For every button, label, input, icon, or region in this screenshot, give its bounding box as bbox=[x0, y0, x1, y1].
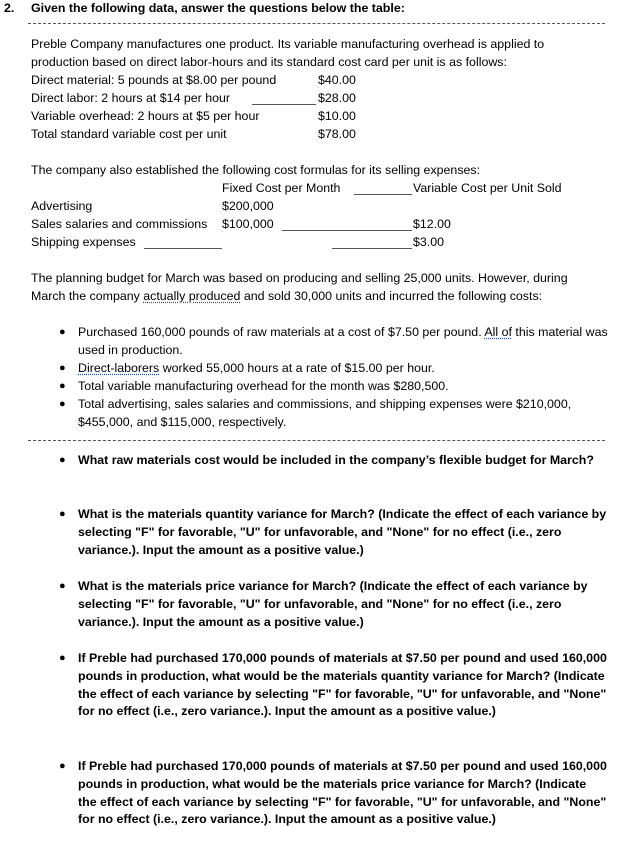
planning-squiggle-text: actually produced bbox=[143, 288, 241, 303]
col-fixed-header: Fixed Cost per Month bbox=[222, 181, 341, 195]
bullet-icon: ● bbox=[59, 652, 66, 664]
intro-paragraph: Preble Company manufactures one product. Its variable manufacturing overhead is applied to production based on direct labor-hours and its standard cost card per unit is as follows: bbox=[31, 37, 545, 69]
bullet-icon: ● bbox=[59, 326, 66, 338]
question-item: What raw materials cost would be included in the company’s flexible budget for March? bbox=[78, 453, 594, 467]
selling-row-variable: $3.00 bbox=[413, 235, 445, 249]
list-item-text: worked 55,000 hours at a rate of $15.00 per hour. bbox=[159, 361, 435, 375]
divider-bottom bbox=[28, 440, 605, 441]
question-heading: Given the following data, answer the questions below the table: bbox=[31, 1, 405, 15]
bullet-icon: ● bbox=[59, 760, 66, 772]
list-item bbox=[78, 360, 608, 378]
row-underline bbox=[282, 230, 412, 231]
cost-card-value: $40.00 bbox=[318, 73, 356, 87]
cost-card-label: Total standard variable cost per unit bbox=[31, 127, 227, 141]
question-item: If Preble had purchased 170,000 pounds of materials at $7.50 per pound and used 160,000 pounds in production, what would be the materials quantity variance for March? (Indicate the effect of each variance by selecting "F" for favorable, "U" for unfavorable, and "None" for no effect (i.e., zero variance.). Input the amount as a positive value.) bbox=[78, 651, 607, 719]
selling-row-fixed: $100,000 bbox=[222, 217, 274, 231]
bullet-icon: ● bbox=[59, 380, 66, 392]
bullet-icon: ● bbox=[59, 454, 66, 466]
bullet-icon: ● bbox=[59, 398, 66, 410]
cost-card-underline bbox=[252, 104, 316, 105]
bullet-icon: ● bbox=[59, 580, 66, 592]
cost-card-label: Direct labor: 2 hours at $14 per hour bbox=[31, 91, 231, 105]
planning-text: The planning budget for March was based on producing and selling 25,000 units. However, during March the company bbox=[31, 271, 568, 303]
list-item-text: this material was used in production. bbox=[78, 325, 608, 357]
row-underline bbox=[144, 248, 222, 249]
col-variable-header: Variable Cost per Unit Sold bbox=[413, 181, 562, 195]
cost-card-value: $10.00 bbox=[318, 109, 356, 123]
bullet-icon: ● bbox=[59, 508, 66, 520]
question-item: What is the materials quantity variance for March? (Indicate the effect of each variance by selecting "F" for favorable, "U" for unfavorable, and "None" for no effect (i.e., zero variance.). Input the amount as a positive value.) bbox=[78, 507, 607, 557]
cost-card-value: $78.00 bbox=[318, 127, 356, 141]
selling-intro: The company also established the following cost formulas for its selling expenses: bbox=[31, 163, 481, 177]
list-item-text: Purchased 160,000 pounds of raw materials at a cost of $7.50 per pound. bbox=[78, 325, 485, 339]
list-item-squiggle-text: All of bbox=[484, 325, 512, 339]
selling-row-label: Sales salaries and commissions bbox=[31, 217, 208, 231]
cost-card-label: Variable overhead: 2 hours at $5 per hour bbox=[31, 109, 260, 123]
cost-card-label: Direct material: 5 pounds at $8.00 per pound bbox=[31, 73, 277, 87]
selling-row-variable: $12.00 bbox=[413, 217, 451, 231]
question-item: What is the materials price variance for March? (Indicate the effect of each variance by selecting "F" for favorable, "U" for unfavorable, and "None" for no effect (i.e., zero variance.). Input the amount as a positive value.) bbox=[78, 579, 588, 629]
selling-row-fixed: $200,000 bbox=[222, 199, 274, 213]
question-item: If Preble had purchased 170,000 pounds of materials at $7.50 per pound and used 160,000 pounds in production, what would be the materials price variance for March? (Indicate the effect of each variance by selecting "F" for favorable, "U" for unfavorable, and "None" for no effect (i.e., zero variance.). Input the amount as a positive value.) bbox=[78, 759, 607, 827]
list-item: Total variable manufacturing overhead for the month was $280,500. bbox=[78, 379, 449, 393]
bullet-icon: ● bbox=[59, 362, 66, 374]
selling-row-label: Shipping expenses bbox=[31, 235, 136, 249]
list-item bbox=[78, 324, 608, 360]
selling-row-label: Advertising bbox=[31, 199, 93, 213]
row-underline bbox=[332, 248, 412, 249]
list-item: Total advertising, sales salaries and commissions, and shipping expenses were $210,000, $455,000, and $115,000, respectively. bbox=[78, 397, 572, 429]
planning-paragraph bbox=[31, 270, 601, 306]
header-underline bbox=[354, 194, 412, 195]
question-number: 2. bbox=[4, 1, 15, 15]
cost-card-value: $28.00 bbox=[318, 91, 356, 105]
list-item-squiggle-text: Direct-laborers bbox=[78, 361, 160, 375]
planning-text: and sold 30,000 units and incurred the following costs: bbox=[240, 288, 543, 303]
divider-top bbox=[28, 23, 605, 24]
